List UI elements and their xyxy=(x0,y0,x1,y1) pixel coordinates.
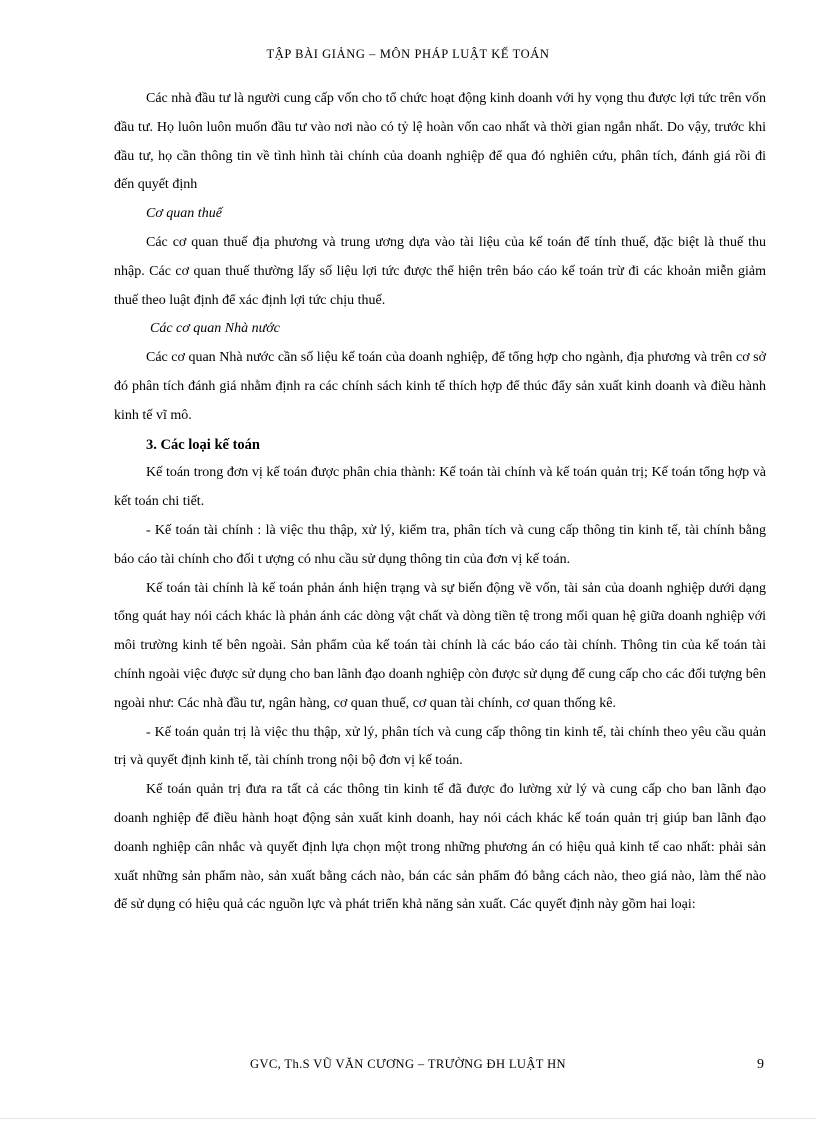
paragraph-accounting-division: Kế toán trong đơn vị kế toán được phân chia thành: Kế toán tài chính và kế toán quản trị; Kế toán tổng hợp và kết toán chi tiết. xyxy=(114,465,766,510)
section-heading-accounting-types: 3. Các loại kế toán xyxy=(146,436,260,453)
page-header: TẬP BÀI GIẢNG – MÔN PHÁP LUẬT KẾ TOÁN xyxy=(266,47,550,61)
paragraph-investors: Các nhà đầu tư là người cung cấp vốn cho tổ chức hoạt động kinh doanh với hy vọng thu được lợi tức trên vốn đầu tư. Họ luôn luôn muốn đầu tư vào nơi nào có tỷ lệ hoàn vốn cao nhất và thời gian ngắn nhất. Do vậy, trước khi đầu tư, họ cần thông tin về tình hình tài chính của doanh nghiệp để qua đó nghiên cứu, phân tích, đánh giá rồi đi đến quyết định xyxy=(114,91,766,193)
subheading-state-agencies: Các cơ quan Nhà nước xyxy=(150,321,280,337)
page-number: 9 xyxy=(757,1057,764,1072)
footer-author: GVC, Th.S VŨ VĂN CƯƠNG – TRƯỜNG ĐH LUẬT HN xyxy=(250,1057,566,1071)
paragraph-tax-authority: Các cơ quan thuế địa phương và trung ương dựa vào tài liệu của kế toán để tính thuế, đặc biệt là thuế thu nhập. Các cơ quan thuế thường lấy số liệu lợi tức được thể hiện trên báo cáo kế toán trừ đi các khoản miễn giảm thuế theo luật định để xác định lợi tức chịu thuế. xyxy=(114,234,766,308)
document-body xyxy=(114,85,766,920)
paragraph-financial-accounting-def: - Kế toán tài chính : là việc thu thập, xử lý, kiểm tra, phân tích và cung cấp thông tin kinh tế, tài chính bằng báo cáo tài chính cho đối t ượng có nhu cầu sử dụng thông tin của đơn vị kế toán. xyxy=(114,522,766,567)
paragraph-state-agencies: Các cơ quan Nhà nước cần số liệu kế toán của doanh nghiệp, để tổng hợp cho ngành, địa phương và trên cơ sở đó phân tích đánh giá nhằm định ra các chính sách kinh tế thích hợp để thúc đẩy sản xuất kinh doanh và điều hành kinh tế vĩ mô. xyxy=(114,350,766,423)
paragraph-management-accounting: Kế toán quản trị đưa ra tất cả các thông tin kinh tế đã được đo lường xử lý và cung cấp cho ban lãnh đạo doanh nghiệp để điều hành hoạt động sản xuất kinh doanh, hay nói cách khác kế toán quản trị giúp ban lãnh đạo doanh nghiệp cân nhắc và quyết định lựa chọn một trong những phương án có hiệu quả kinh tế cao nhất: phải sản xuất những sản phẩm nào, sản xuất bằng cách nào, bán các sản phẩm đó bằng cách nào, theo giá nào, làm thế nào để sử dụng có hiệu quả các nguồn lực và phát triển khả năng sản xuất. Các quyết định này gồm hai loại: xyxy=(114,782,766,913)
page-bottom-divider xyxy=(0,1118,816,1119)
paragraph-management-accounting-def: - Kế toán quản trị là việc thu thập, xử lý, phân tích và cung cấp thông tin kinh tế, tài chính theo yêu cầu quản trị và quyết định kinh tế, tài chính trong nội bộ đơn vị kế toán. xyxy=(114,724,766,769)
subheading-tax-authority: Cơ quan thuế xyxy=(146,206,222,222)
paragraph-financial-accounting: Kế toán tài chính là kế toán phản ánh hiện trạng và sự biến động về vốn, tài sản của doanh nghiệp dưới dạng tổng quát hay nói cách khác là phản ánh các dòng vật chất và dòng tiền tệ trong mối quan hệ giữa doanh nghiệp với môi trường kinh tế bên ngoài. Sản phẩm của kế toán tài chính là các báo cáo tài chính. Thông tin của kế toán tài chính ngoài việc được sử dụng cho ban lãnh đạo doanh nghiệp còn được sử dụng để cung cấp cho các đối tượng bên ngoài như: Các nhà đầu tư, ngân hàng, cơ quan thuế, cơ quan tài chính, cơ quan thống kê. xyxy=(114,580,766,711)
